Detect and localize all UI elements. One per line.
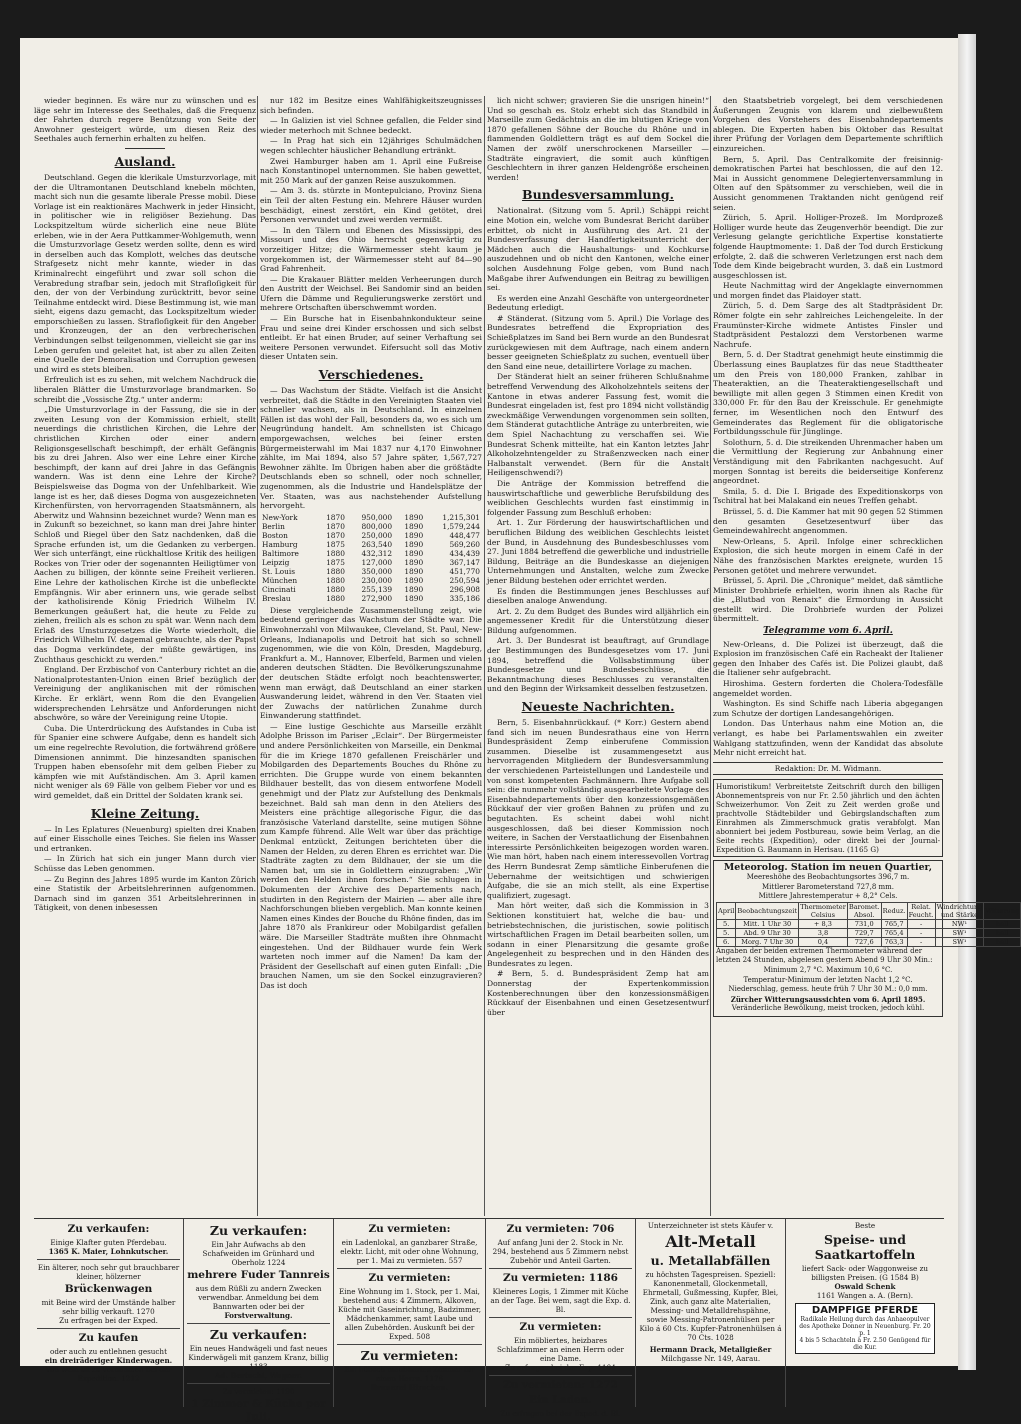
section-heading-neueste-nachrichten: Neueste Nachrichten. xyxy=(521,699,675,715)
table-cell: 3,8 xyxy=(799,928,848,937)
ad-text: aus dem Rüßli zu andern Zwecken verwendbar. Anmeldung bei dem Bannwarten oder bei der xyxy=(195,1284,322,1311)
paragraph: Brüssel, 5. April. Die „Chronique“ meldet, daß sämtliche Minister Drohbriefe erhielten, worin ihnen als Rache für die „Blutbad von Renaix“ die Ermordung in Aussicht gestellt wird. Die Drohbriefe wurden der Polizei übermittelt. xyxy=(713,576,943,624)
divider xyxy=(489,1268,632,1269)
ad-heading: Zu kaufen xyxy=(78,1332,139,1344)
ad-heading: Zu vermieten: xyxy=(368,1272,451,1284)
table-cell: 250,000 xyxy=(361,530,393,540)
paragraph: — Ein Bursche hat in Eisenbahnkondukteur seine Frau und seine drei Kinder erschossen und sich selbst entleibt. Er hat einen Bruder, auf seiner Verhaftung sei weitere Personen verwundet. Eifersucht soll das Motiv dieser Untaten sein. xyxy=(260,314,482,362)
paragraph: Solothurn, 5. d. Die streikenden Uhrenmacher haben um die Vermittlung der Regierung zur Anbahnung einer Verständigung mit den Fabrikanten nachgesucht. Auf morgen Sonntag ist bereits die beiderseitige Konferenz angeordnet. xyxy=(713,437,943,486)
ad-text: Zu vermieten: 1190 xyxy=(222,1387,295,1396)
table-cell: 729,7 xyxy=(847,928,881,937)
table-cell: 448,477 xyxy=(449,530,480,540)
ad-text: Einige Klafter guten Pferdebau. xyxy=(50,1238,167,1247)
paragraph: Cuba. Die Unterdrückung des Aufstandes in Cuba ist für Spanier eine schwere Aufgabe, denn es handelt sich um eine regelrechte Revolution, die fortwährend größere Dimensionen annimmt. Die hinzesandten spanischen Truppen haben ebensoſehr mit dem gelben Fieber zu kämpfen wie mit Aufständischen. Am 3. April kamen nicht weniger als 69 Fälle von gelbem Fieber vor und es wird gemeldet, daß ein Drittel der Soldaten krank sei. xyxy=(34,723,256,800)
table-cell: Breslau xyxy=(262,593,291,603)
table-row xyxy=(260,513,482,522)
paragraph: Art. 1. Zur Förderung der hauswirtschaftlichen und beruflichen Bildung des weiblichen Geschlechts leistet der Bund, in Ausdehnung des Bundesbeschlusses vom 27. Juni 1884 betreffend die gewerbliche und industrielle Bildung, Beiträge an die Bundeskasse an diejenigen Unternehmungen und Anstalten, welche zum Zwecke jener Bildung bestehen oder errichtet werden. xyxy=(487,518,709,585)
divider xyxy=(187,1323,330,1324)
weather-sub: Mittlere Jahrestemperatur + 8,2° Cels. xyxy=(758,892,898,901)
paragraph: Deutschland. Gegen die klerikale Umsturzvorlage, mit der die Ultramontanen Deutschland knebeln möchten, macht sich nun die gesamte liberale Presse mobil. Diese Vorlage ist ein reaktionäres Machwerk in jeder Hinsicht, in politischer wie in religiöser Beziehung. Das Lockspitzeltum würde sicherlich eine neue Blüte erleben, wie in der Aera Puttkammer-Wohlgemuth, wenn die Umsturzvorlage Gesetz werden sollte, denn es wird in derselben auch das Komplott, welches das deutsche Strafgesetz nicht mehr kannte, wieder in das Kriminalrecht eingeführt und zwar soll schon die Verabredung strafbar sein, jedoch mit Strafloſigkeit für den, der von der Verbindung zurücktritt, bevor seine Teilnahme entdeckt wird. Diese Bestimmung ist, wie man sieht, eigens dazu gemacht, das Lockspitzeltum wieder emporschießen zu lassen. Strafloſigkeit für den Angeber und Kronzeugen, der an den verbrecherischen Verbindungen selbst teilgenommen, vielleicht sie gar ins Leben gerufen und geleitet hat, ist aber zu allen Zeiten eine Quelle der Demoralisation und Corruption gewesen und wird es stets bleiben. xyxy=(34,172,256,374)
table-cell: Boston xyxy=(262,530,288,540)
table-cell: 1880 xyxy=(326,593,345,603)
table-row xyxy=(260,540,482,549)
weather-title: Meteorolog. Station im neuen Quartier, xyxy=(723,862,933,874)
ad-zu-vermieten-2 xyxy=(486,1219,636,1418)
table-header-cell: Baromet. Absol. xyxy=(848,902,880,919)
table-cell: NW¹ xyxy=(935,919,984,928)
paragraph: Die Anträge der Kommission betreffend die hauswirtschaftliche und gewerbliche Berufsbildung des weiblichen Geschlechts wurden fast einstimmig in folgender Fassung zum Beschluß erhoben: xyxy=(487,478,709,517)
paragraph: Nationalrat. (Sitzung vom 5. April.) Schäppi reicht eine Motion ein, welche vom Bundesrat Bericht darüber erbittet, ob nicht in Ausführung des Art. 21 der Bundesverfassung der Handfertigkeitsunterricht der Mädchen auch die Haushaltungs- und Kochkurse auszudehnen und ob nicht den Kantonen, welche einer solchen Ausdehnung Folge geben, vom Bund nach Maßgabe ihrer Aufwendungen ein Beitrag zu bewilligen sei. xyxy=(487,206,709,293)
ad-text: Ein hübsch meubliertes Zimmer für einen Herrn. 1176 xyxy=(344,1365,475,1383)
table-cell: Mitt. 1 Uhr 30 xyxy=(736,919,799,928)
ad-heading: Zu vermieten: xyxy=(519,1321,602,1333)
column-rule xyxy=(257,96,258,1216)
paragraph: Zwei Hamburger haben am 1. April eine Fußreise nach Konstantinopel unternommen. Sie haben gewettet, mit 250 Mark auf der ganzen Reise auszukommen. xyxy=(260,156,482,185)
ad-text: 4 bis 5 Schachteln à Fr. 2.50 Genügend für die Kur. xyxy=(799,1336,931,1351)
paragraph: Art. 3. Der Bundesrat ist beauftragt, auf Grundlage der Bestimmungen des Bundesgesetzes vom 17. Juni 1894, betreffend die Vollsabstimmung über Bundesgesetze und Bundesbeschlüsse, die Bekanntmachung dieses Beschlusses zu veranstalten und den Beginn der Wirksamkeit desselben festzusetzen. xyxy=(487,636,709,694)
table-cell: Baltimore xyxy=(262,548,299,558)
paragraph: Heute Nachmittag wird der Angeklagte einvernommen und morgen findet das Plaidoyer statt. xyxy=(713,281,943,300)
paragraph: — In den Tälern und Ebenen des Mississippi, des Missouri und des Ohio herrscht gegenwärtig zu vorzeitiger Hitze; die Wärmemesser steht kaum je vorgekommen ist, der Wärmemesser steht auf 84—90 Grad Fahrenheit. xyxy=(260,225,482,274)
editor-line: Redaktion: Dr. M. Widmann. xyxy=(713,762,943,776)
table-cell: 731,0 xyxy=(847,919,881,928)
divider xyxy=(187,1383,330,1384)
column-rule xyxy=(484,96,485,1216)
divider xyxy=(489,1375,632,1376)
ad-text: Auf anfang Juni der 2. Stock in Nr. 294, bestehend aus 5 Zimmern nebst Zubehör und Anteil Garten. xyxy=(492,1238,629,1265)
ad-text: Ein neues Handwägeli und fast neues Kinderwägeli mit ganzem Kranz, billig 1183 xyxy=(188,1344,329,1371)
table-cell: SW¹ xyxy=(935,937,984,946)
table-cell: 1,215,301 xyxy=(442,512,480,522)
ad-text: Eine Wohnung im 1. Stock, per 1. Mai, bestehend aus: 4 Zimmern, Alkoven, Küche mit Gaseinrichtung, Badzimmer, Mädchenkammer, samt Laube und allen Zubehörden. Auskunft bei der Exped. 508 xyxy=(338,1287,481,1341)
table-cell: 800,000 xyxy=(361,521,393,531)
ad-text: ein Ladenlokal, an ganzbarer Straße, elektr. Licht, mit oder ohne Wohnung, per 1. Mai zu vermieten. 557 xyxy=(340,1238,479,1265)
table-cell: Hamburg xyxy=(262,539,298,549)
table-cell: 1870 xyxy=(326,521,345,531)
table-header-cell: Witterung xyxy=(984,902,1021,919)
table-cell: 434,439 xyxy=(449,548,480,558)
paragraph: lich nicht schwer; gravieren Sie die unsrigen hinein!“ Und so geschah es. Stolz erhebt sich das Standbild in Marseille zum Gedächtnis an die im blutigen Kriege von 1870 gefallenen Söhne der Bouche du Rhône und in flammenden Goldlettern trägt es auf dem Sockel die Namen der zwölf unerschrockenen Marseiller — Stadträte eingraviert, die somit auch künftigen Geschlechtern in ihrer ganzen Heldengröße erscheinen werden! xyxy=(487,96,709,182)
table-header-cell: Windrichtung und Stärke xyxy=(936,902,983,919)
ad-heading: Zu verkaufen: xyxy=(209,1327,308,1342)
ad-zu-verkaufen-1 xyxy=(34,1219,184,1407)
paragraph: Zürich, 5. April. Holliger-Prozeß. Im Mordprozeß Holliger wurde heute das Zeugenverhör beendigt. Die zur Verlesung gelangte gerichtliche Expertise konstatierte folgende Hauptmomente: 1. Daß der Tod durch Erstickung erfolgte, 2. daß die schweren Verletzungen erst nach dem Tode dem Kinde beigebracht wurden, 3. daß ein Lustmord ausgeschlossen ist. xyxy=(713,213,943,280)
table-cell: 367,147 xyxy=(449,557,480,567)
ad-text: 1161 Wangen a. A. (Bern). xyxy=(816,1291,914,1300)
paragraph: wieder beginnen. Es wäre nur zu wünschen und es läge sehr im Interesse des Seethales, daß die Frequenz der Fahrten durch regere Benützung von Seite der Anwohner gesteigert würde, um diesen Reiz des Seethales auch fernerhin erhalten zu helfen. xyxy=(34,96,256,144)
table-cell: 569,260 xyxy=(449,539,480,549)
table-cell: St. Louis xyxy=(262,566,296,576)
weather-sub: Meereshöhe des Beobachtungsortes 396,7 m. xyxy=(746,872,910,881)
table-cell: 350,000 xyxy=(361,566,393,576)
table-cell: - xyxy=(907,937,935,946)
table-cell: 263,540 xyxy=(361,539,393,549)
paragraph: Erfreulich ist es zu sehen, mit welchem Nachdruck die liberalen Blätter die Umsturzvorlage brandmarken. So schreibt die „Vossische Ztg.“ unter anderm: xyxy=(34,375,256,404)
ad-text: Unterzeichneter ist stets Käufer v. xyxy=(647,1221,774,1230)
divider xyxy=(337,1344,482,1345)
humoristikum-ad: Humoristikum! Verbreitetste Zeitschrift durch den billigen Abonnementspreis von nur Fr. 2.50 jährlich und den ächten Schweizerhumor. Von Zeit zu Zeit werden große und prachtvolle Städtebilder und Gebirgslandschaften zum Einrahmen als Zimmerschmuck gratis verabfolgt. Man abonniert bei jedem Postbureau, sowie beim Verlag, an die Seite rechts (Expedition), oder direkt bei der Journal-Expedition G. Baumann in Herisau. (1165 G) xyxy=(713,779,943,857)
table-cell: 1880 xyxy=(326,566,345,576)
table-cell: 1875 xyxy=(326,557,345,567)
paragraph: Hiroshima. Gestern forderten die Cholera-Todesfälle angemeldet worden. xyxy=(713,679,943,698)
weather-note: Minimum 2,7 °C. Maximum 10,6 °C. xyxy=(763,965,893,974)
paragraph: Der Ständerat hielt an seiner früheren Schlußnahme betreffend Verwendung des Alkoholzehntels seitens der Kantone in etwas anderer Fassung fest, womit die Bundesrat eingeladen ist, fest pro 1894 nicht vollständig zweckmäßige Verwendungen vorgenommen sein sollten, dem Ständerat gutachtliche Anträge zu unterbreiten, wie dem Spiel Nachachtung zu verschaffen sei. Wie Bundesrat Schenk mitteilte, hat ein Kanton letztes Jahr Alkoholzehntengelder zu Straßenzwecken nach einer Halbanstalt verwendet. (Bern für die Anstalt Heiligenschwendi?) xyxy=(487,372,709,478)
column-1 xyxy=(34,96,256,1216)
section-heading-bundesversammlung: Bundesversammlung. xyxy=(522,187,674,203)
table-cell: 1890 xyxy=(404,557,424,567)
table-header-cell: Relat. Feucht. xyxy=(908,902,934,919)
ad-heading: mehrere Fuder Tannreis xyxy=(187,1269,330,1281)
ad-text: Zu erfragen bei der Exp. 1104 xyxy=(505,1363,616,1372)
table-header-cell: April xyxy=(717,902,736,919)
ad-text: liefert Sack- oder Waggonweise zu billigsten Preisen. (G 1584 B) xyxy=(801,1264,928,1282)
table-cell: hell xyxy=(984,937,1021,946)
paragraph: # Ständerat. (Sitzung vom 5. April.) Die Vorlage des Bundesrates betreffend die Expropriation des Schießplatzes im Sand bei Bern wurde an den Bundesrat zurückgewiesen mit dem Auftrage, nach einem andern besser geeigneten Schießplatz zu suchen, eventuell über den Sand eine neue, detaillirtere Vorlage zu machen. xyxy=(487,313,709,371)
table-header-cell: Thermometer Celsius xyxy=(800,902,846,919)
paragraph: Bern, 5. d. Der Stadtrat genehmigt heute einstimmig die Überlassung eines Bauplatzes für das neue Stadttheater um den Preis von 180,000 Franken, zahlbar in Theateraktien, an die Theateraktiengesellschaft und bewilligte mit allen gegen 3 Stimmen einen Kredit von 330,000 Fr. für den Bau der Kreisschule. Er genehmigte ferner, im Wesentlichen noch den Entwurf des Gemeinderates das Reglement für die obligatorische Fortbildungsschule für Jünglinge. xyxy=(713,350,943,437)
ad-kartoffeln xyxy=(786,1219,944,1407)
ad-heading: Brückenwagen xyxy=(64,1283,153,1295)
ad-text: Von wem ist zu vernehmen bei der Expedition. 1212 xyxy=(45,1365,172,1383)
ad-text: Zu erfragen bei der Exped. xyxy=(59,1316,158,1325)
ad-zu-vermieten-1 xyxy=(334,1219,486,1407)
paragraph: Smila, 5. d. Die I. Brigade des Expeditionskorps von Tschitral hat bei Malakand ein neues Treffen gehabt. xyxy=(713,486,943,506)
dampfige-pferde-ad xyxy=(795,1303,935,1354)
table-cell: New-York xyxy=(262,512,298,522)
weather-note: Niederschlag, gemess. heute früh 7 Uhr 30 M.: 0,0 mm. xyxy=(728,985,928,994)
table-cell: 950,000 xyxy=(361,512,393,522)
paragraph: Art. 2. Zu dem Budget des Bundes wird alljährlich ein angemessener Kredit für die Unterstützung dieser Bildung aufgenommen. xyxy=(487,606,709,635)
table-cell: 1890 xyxy=(404,530,424,540)
paragraph: London. Das Unterhaus nahm eine Motion an, die verlangt, es habe bei Parlamentswahlen ein zweiter Wahlgang stattzufinden, wenn der Kandidat das absolute Mehr nicht erreicht hat. xyxy=(713,719,943,758)
table-row xyxy=(717,928,1021,937)
table-cell: Leipzig xyxy=(262,557,290,567)
ad-text: Kleineres Logis, 1 Zimmer mit Küche an der Tage. Bei wem, sagt die Exp. d. Bl. xyxy=(490,1287,631,1314)
table-cell: 1890 xyxy=(404,575,424,585)
paragraph: — In Les Eplatures (Neuenburg) spielten drei Knaben auf einer Eisscholle eines Teiches. Sie fielen ins Wasser und ertranken. xyxy=(34,824,256,853)
weather-note: Angaben der beiden extremen Thermometer während der letzten 24 Stunden, abgelesen gestern Abend 9 Uhr 30 Min.: xyxy=(716,946,933,965)
paragraph: — In Zürich hat sich ein junger Mann durch vier Schüsse das Leben genommen. xyxy=(34,854,256,873)
ad-text: Ad. Bertschi, Wagner. xyxy=(214,1371,303,1380)
table-header-cell: Beobachtungszeit xyxy=(736,902,799,919)
table-row xyxy=(260,549,482,558)
table-cell: hell xyxy=(984,928,1021,937)
ad-heading: Zu verkaufen: xyxy=(209,1223,308,1238)
telegram-heading: Telegramme vom 6. April. xyxy=(763,626,893,637)
table-cell: SW¹ xyxy=(935,928,984,937)
paragraph: Zürich, 5. d. Dem Sarge des alt Stadtpräsident Dr. Römer folgte ein sehr zahlreiches Leichengeleite. In der Fraumünster-Kirche widmete Antistes Finsler und Stadtpräsident Pestalozzi dem Verstorbenen warme Nachrufe. xyxy=(713,301,943,349)
table-cell: 127,000 xyxy=(361,557,393,567)
table-cell: 432,312 xyxy=(361,548,393,558)
table-cell: 1875 xyxy=(326,539,345,549)
ad-text: Oswald Schenk xyxy=(834,1282,896,1291)
paragraph: Bern, 5. April. Das Centralkomite der freisinnig-demokratischen Partei hat beschlossen, die auf den 12. Mai in Aussicht genommene Delegiertenversammlung in Olten auf den Spätsommer zu verschieben, weil die in Aussicht genommenen Traktanden nicht genügend reif seien. xyxy=(713,154,943,212)
ad-heading: Zu vermieten: 706 xyxy=(506,1223,615,1235)
ad-zu-verkaufen-2 xyxy=(184,1219,334,1423)
ad-text: 1365 K. Maier, Lohnkutscher. xyxy=(48,1247,169,1256)
table-cell: 296,908 xyxy=(449,584,480,594)
table-cell: 230,000 xyxy=(361,575,393,585)
paragraph: Bern, 5. Eisenbahnrückkauf. (* Korr.) Gestern abend fand sich im neuen Bundesrathaus eine von Herrn Bundespräsident Zemp einberufene Commission zusammen. Dieselbe ist zusammengesetzt aus hervorragenden Mitgliedern der Bundesversammlung der verschiedenen Parteistellungen und Landesteile und von sonst kompetenten Fachmännern. Ihre Aufgabe soll sein: die nunmehr vollständig ausgearbeitete Vorlage des Eisenbahndepartements über den konzessionsgemäßen Rückkauf der vier großen Bahnen zu prüfen und zu begutachten. Es scheint dabei wohl nicht ausgeschlossen, daß bei dieser Kommission noch weitere, in Sachen der Verstaatlichung der Eisenbahnen interessirte Persönlichkeiten beigezogen worden waren. Wie man hört, haben nach einem interessevollen Vortrag des Herrn Bundesrat Zemp sämtliche Einberufenen die Uebernahme der weitsichtigen und schwierigen Aufgabe, die sie an mich stellt, als eine Expertise qualifiziert, zugesagt. xyxy=(487,718,709,900)
table-cell: 765,7 xyxy=(881,919,907,928)
table-cell: Berlin xyxy=(262,521,285,531)
newspaper-page xyxy=(20,38,1020,1423)
table-cell: 1890 xyxy=(404,593,424,603)
ad-heading: Zu verkaufen: xyxy=(67,1223,150,1235)
table-cell: 1890 xyxy=(404,548,424,558)
ad-text: Radikale Heilung durch das Anhaeopulver des Apotheke Donner in Neuenburg. Fr. 20 p. 1 xyxy=(799,1315,931,1337)
weather-note: Temperatur-Minimum der letzten Nacht 1,2 °C. xyxy=(743,975,913,984)
table-cell: 1890 xyxy=(404,584,424,594)
section-heading-ausland: Ausland. xyxy=(114,153,176,169)
table-cell: München xyxy=(262,575,298,585)
column-3 xyxy=(487,96,709,1216)
paragraph: Es finden die Bestimmungen jenes Beschlusses auf dieselben analoge Anwendung. xyxy=(487,586,709,606)
ad-heading: 1 Zimmer & Küche per Juli. xyxy=(191,1398,326,1423)
paragraph: — Das Wachstum der Städte. Vielfach ist die Ansicht verbreitet, daß die Städte in den Vereinigten Staaten viel schneller wachsen, als in Deutschland. In einzelnen Fällen ist das wohl der Fall, besonders da, wo es sich um Neugründung handelt. Am schnellsten ist Chicago emporgewachsen, welches bei ſeiner ersten Bürgermeisterwahl im Mai 1837 nur 4,170 Einwohner zählte, im Mai 1894, also 57 Jahre später, 1,567,727 Bewohner zählte. Im Übrigen haben aber die größtädte Deutschlands eben so schnell, oder noch schneller, zugenommen, als die Industrie und Handelsplätze der Ver. Staaten, was aus nachstehender Aufstellung hervorgeht. xyxy=(260,386,482,511)
table-cell: 727,6 xyxy=(847,937,881,946)
table-header-cell: Reduz. xyxy=(881,902,907,919)
table-cell: 1890 xyxy=(404,512,424,522)
ad-heading: Zu vermieten: xyxy=(360,1348,459,1363)
table-cell: 1890 xyxy=(404,539,424,549)
divider xyxy=(337,1268,482,1269)
column-4 xyxy=(713,96,1020,1216)
paragraph: New-Orleans, d. Die Polizei ist überzeugt, daß die Explosion im französischen Café ein Racheakt der Italiener gegen den Inhaber des Cafés ist. Die Polizei glaubt, daß die Italiener sehr aufgebracht. xyxy=(713,639,943,678)
ad-text: Forstverwaltung. xyxy=(224,1311,293,1320)
table-cell: - xyxy=(907,919,935,928)
ad-heading: Speise- und Saatkartoffeln xyxy=(814,1232,916,1262)
ad-text: Ein möbliertes, heizbares Schlafzimmer an einen Herrn oder eine Dame. xyxy=(497,1336,624,1363)
ad-text: Ein älterer, noch sehr gut brauchbarer kleiner, hölzerner xyxy=(37,1263,180,1281)
ad-heading: Zu vermieten: xyxy=(368,1223,451,1235)
ad-text: Beste xyxy=(854,1221,876,1230)
weather-station-box xyxy=(713,860,1020,1017)
paragraph: England. Der Erzbischof von Canterbury richtet an die Nationalprotestanten-Union einen Brief bezüglich der Vereinigung der anglikanischen mit der römischen Kirche. Er erklärt, wenn Rom die den Evangelien widersprechenden Lehrsätze und Anforderungen nicht abschwöre, so wäre der Vereinigung reine Utopie. xyxy=(34,665,256,723)
table-row xyxy=(260,585,482,594)
column-2 xyxy=(260,96,482,1216)
divider xyxy=(37,1259,180,1260)
ad-text: Milchgasse Nr. 149, Aarau. xyxy=(660,1354,761,1363)
table-cell: Abd. 9 Uhr 30 xyxy=(736,928,799,937)
table-row xyxy=(717,937,1021,946)
advertisements xyxy=(34,1218,944,1423)
table-cell: 5. xyxy=(717,928,736,937)
weather-sub: Mittlerer Barometerstand 727,8 mm. xyxy=(762,882,894,891)
divider xyxy=(125,148,165,149)
table-cell: 0,4 xyxy=(799,937,848,946)
table-row xyxy=(260,558,482,567)
table-cell: 5. xyxy=(717,919,736,928)
paragraph: „Die Umsturzvorlage in der Fassung, die sie in der zweiten Lesung von der Kommission erhielt, stellt neuerdings die christlichen Kirchen, die Lehre der christlichen Kirchen oder einer andern Religionsgesellschaft beschimpft, der erhält Gefängnis bis zu drei Jahren. Also wer eine Lehre einer Kirche beschimpft, der kann auf drei Jahre in das Gefängnis wandern. Was ist denn eine Lehre der Kirche? Beispielsweise das Dogma von der Unfehlbarkeit. Wie lange ist es her, daß dieses Dogma von ausgezeichneten Kirchenfürsten, von hervorragenden Staatsmännern, als Aberwitz und Wahnsinn bezeichnet wurde? Wenn man es in Zukunft so bezeichnet, so kann man drei Jahre hinter Schloß und Riegel über den Satz nachdenken, daß die Sprache erfunden ist, um die Gedanken zu verbergen. Wer sich unterfängt, eine rückhaltlose Kritik des heiligen Rockes von Trier oder der sogenannten Heiligtümer von Aachen zu billigen, der könnte seine Freiheit verlieren. Eine Lehre der katholischen Kirche ist die unbefleckte Empfängnis. Wir aber erinnern uns, wie gerade selbst der katholisirende König Friedrich Wilhelm IV. Bemerkungen geäußert hat, die heute zu Felde zu ziehen, freilich als es schon zu spät war. Wenn nach dem Erlaß des Umsturzgesetzes die Worte wiederholt, die Friedrich Wilhelm IV. dagemal gebrauchte, als der Papst das Dogma verkündete, der müßte gewärtigen, ins Zuchthaus geschickt zu werden.“ xyxy=(34,405,256,664)
paragraph: Washington. Es sind Schiffe nach Liberia abgegangen zum Schutze der dortigen Landesangehörigen. xyxy=(713,699,943,718)
paragraph: New-Orleans, 5. April. Infolge einer schrecklichen Explosion, die sich heute morgen in einem Café in der Nähe des französischen Marktes ereignete, wurden 15 Personen getötet und mehrere verwundet. xyxy=(713,536,943,575)
ad-text: Ein Jahr Aufwachs ab den Schafweiden im Grünhard und Oberholz 1224 xyxy=(202,1240,315,1267)
table-cell: Morg. 7 Uhr 30 xyxy=(736,937,799,946)
table-row xyxy=(717,919,1021,928)
table-row xyxy=(260,567,482,576)
table-cell: 1870 xyxy=(326,530,345,540)
paragraph: Diese vergleichende Zusammenstellung zeigt, wie bedeutend geringer das Wachstum der Städte war. Die Einwohnerzahl von Milwaukee, Cleveland, St. Paul, New-Orleans, Indianapolis und Detroit hat sich so schnell zugenommen, wie die von Köln, Dresden, Magdeburg, Frankfurt a. M., Hannover, Elberfeld, Barmen und vielen anderen deutschen Städten. Die Bevölkerungszunahme der deutschen Städte erfolgt noch beachtenswerter, wenn man erwägt, daß Deutschland an einer starken Auswanderung leidet, während in den Ver. Staaten viel der Zuwachs der natürlichen Zunahme durch Einwanderung stattfindet. xyxy=(260,605,482,721)
table-cell: 765,4 xyxy=(881,928,907,937)
table-cell: 1890 xyxy=(404,521,424,531)
divider xyxy=(37,1328,180,1329)
table-row xyxy=(260,531,482,540)
paragraph: Brüssel, 5. d. Die Kammer hat mit 90 gegen 52 Stimmen den gesamten Gesetzesentwurf über das Gemeindewahlrecht angenommen. xyxy=(713,506,943,536)
weather-forecast-title: Zürcher Witterungsaussichten vom 6. April 1895. xyxy=(730,994,926,1004)
ad-alt-metall xyxy=(636,1219,786,1407)
ad-heading: DAMPFIGE PFERDE xyxy=(811,1305,919,1316)
table-row xyxy=(260,522,482,531)
paragraph: — Am 3. ds. stürzte in Montepulciano, Provinz Siena ein Teil der alten Festung ein. Mehrere Häuser wurden beschädigt, einest zerstört, ein Kind getötet, drei Personen verwundet und zwei werden vermißt. xyxy=(260,186,482,225)
column-rule xyxy=(710,96,711,1216)
population-table xyxy=(260,513,482,603)
paragraph: — Eine lustige Geschichte aus Marseille erzählt Adolphe Brisson im Pariser „Eclair“. Der Bürgermeister und andere Persönlichkeiten von Marseille, ein Denkmal für die im Kriege 1870 gefallenen Freischärler und Mobilgarden des Departements Bouches du Rhône zu errichten. Die Gruppe wurde von einem bekannten Bildhauer bestellt, das von diesem entworfene Modell genehmigt und der Platz zur Aufstellung des Denkmals bezeichnet. Bald sah man denn in den Ateliers des Meisters eine prächtige allegorische Figur, die das französische Vaterland darstellte, seine mutigen Söhne zum Kampfe führend. Alle Welt war über das prächtige Denkmal entzückt, Zeitungen berichteten über die Namen der Helden, zu deren Ehren es errichtet war. Die Stadträte zagten zu dem Bildhauer, der sie um die Namen bat, um sie in Goldlettern einzugraben: „Wir werden den Helden ihnen forschen.“ Sie schlugen in Dokumenten der Archive des Departements nach, studirten in den Registern der Mairien — aber alle ihre Nachforschungen blieben vergeblich. Man konnte keinen Namen eines Kindes der Bouche du Rhône finden, das im Jahre 1870 als Frankireur oder Mobilgardist gefallen wäre. Die Marseiller Stadträte mußten ihre Ohnmacht eingestehen. Und der Bildhauer wurde fein Werk warteten noch immer auf die Namen! Da kam der Präsident der Gesellschaft auf einen guten Einfall: „Die brauchen Namen, um sie den Sockel einzugravieren? Das ist doch xyxy=(260,721,482,990)
ad-text: mit Beine wird der Umstände halber sehr billig verkauft. 1270 xyxy=(41,1298,176,1316)
table-cell: 335,186 xyxy=(449,593,480,603)
ad-heading: Alt-Metall xyxy=(665,1232,756,1251)
table-cell: 1880 xyxy=(326,548,345,558)
paragraph: — In Prag hat sich ein 12jähriges Schulmädchen wegen schlechter häuslicher Behandlung ertränkt. xyxy=(260,136,482,155)
section-heading-verschiedenes: Verschiedenes. xyxy=(318,367,424,383)
ad-heading: Zu vermieten: 1272 xyxy=(503,1379,618,1391)
ad-text: ein dreiräderiger Kinderwagen. xyxy=(44,1356,173,1365)
weather-forecast: Veränderliche Bewölkung, meist trocken, jedoch kühl. xyxy=(731,1004,925,1013)
table-cell: 451,770 xyxy=(449,566,480,576)
table-cell: - xyxy=(907,928,935,937)
ad-text: zu höchsten Tagespreisen. Speziell: Kanonenmetall, Glockenmetall, Ehrmetall, Gußmessing, Kupfer, Blei, Zink, auch ganz alte Materialien, Messing- und Metalldrehspähne, sowie Messing-Patronenhülsen per Kilo á 60 Cts. Kupfer-Patronenhülsen á 70 Cts. 1028 xyxy=(639,1270,782,1342)
page-edge xyxy=(958,34,976,1370)
ad-heading: Zu vermieten: 1186 xyxy=(503,1272,618,1284)
table-cell: hell xyxy=(984,919,1021,928)
section-heading-kleine-zeitung: Kleine Zeitung. xyxy=(90,805,200,821)
ad-text: Hermann Drack, Metallgießer xyxy=(649,1345,772,1354)
paragraph: nur 182 im Besitze eines Wahlfähigkeitszeugnisses sich befinden. xyxy=(260,96,482,115)
table-cell: + 8,3 xyxy=(799,919,848,928)
table-cell: 272,900 xyxy=(361,593,393,603)
table-cell: 1890 xyxy=(404,566,424,576)
table-cell: Cincinati xyxy=(262,584,296,594)
table-row xyxy=(260,576,482,585)
paragraph: — Die Krakauer Blätter melden Verheerungen durch den Austritt der Weichsel. Bei Sandomir sind an beiden Ufern die Dämme und Regulierungswerke zerstört und mehrere Ortschaften überschwemmt worden. xyxy=(260,274,482,313)
paragraph: den Staatsbetrieb vorgelegt, bei dem verschiedenen Äußerungen Zeugnis von klarem und zielbewußtem Vorgehen des Vorstehers des Eisenbahndepartements ablegen. Die Experten haben bis Oktober das Resultat ihrer Prüfung der Vorlagen dem Departemente schriftlich einzureichen. xyxy=(713,96,943,153)
table-cell: 1,579,244 xyxy=(442,521,480,531)
paragraph: Es werden eine Anzahl Geschäfte von untergeordneter Bedeutung erledigt. xyxy=(487,293,709,313)
paragraph: — In Galizien ist viel Schnee gefallen, die Felder sind wieder meterhoch mit Schnee bedeckt. xyxy=(260,116,482,135)
paragraph: — Zu Beginn des Jahres 1895 wurde im Kanton Zürich eine Statistik der Arbeitslehrerinnen aufgenommen. Darnach sind im ganzen 351 Arbeitslehrerinnen in Tätigkeit, von denen inbesessen xyxy=(34,874,256,913)
ad-text: oder auch zu entlehnen gesucht xyxy=(50,1347,167,1356)
ad-text: Zu erfragen bei der Exped. d. Bl. xyxy=(500,1409,621,1418)
paragraph: # Bern, 5. d. Bundespräsident Zemp hat am Donnerstag der Expertenkommission Kostenberechnungen über den konzessionsmäßigen Rückkauf der Eisenbahnen und einen Gesetzesentwurf über xyxy=(487,969,709,1017)
ad-text: Brauerei Hirschen. xyxy=(370,1383,449,1392)
ad-heading: Ein Laden. xyxy=(529,1394,592,1406)
paragraph: Man hört weiter, daß sich die Kommission in 3 Sektionen konstituiert hat, welche die bau- und betriebstechnischen, die juristischen, sowie politisch wirtschaftlichen Fragen im Detail bearbeiten sollen, um sodann in einer Plenarsitzung die gesamte große Angelegenheit zu besprechen und in den Händen des Bundesrates zu legen. xyxy=(487,901,709,968)
weather-table xyxy=(716,902,1021,947)
table-cell: 6. xyxy=(717,937,736,946)
table-cell: 1870 xyxy=(326,512,345,522)
table-cell: 1880 xyxy=(326,584,345,594)
table-cell: 763,3 xyxy=(881,937,907,946)
table-cell: 255,139 xyxy=(361,584,393,594)
table-row xyxy=(260,594,482,603)
ad-heading: u. Metallabfällen xyxy=(650,1253,771,1268)
divider xyxy=(489,1317,632,1318)
table-cell: 1880 xyxy=(326,575,345,585)
table-cell: 250,594 xyxy=(449,575,480,585)
